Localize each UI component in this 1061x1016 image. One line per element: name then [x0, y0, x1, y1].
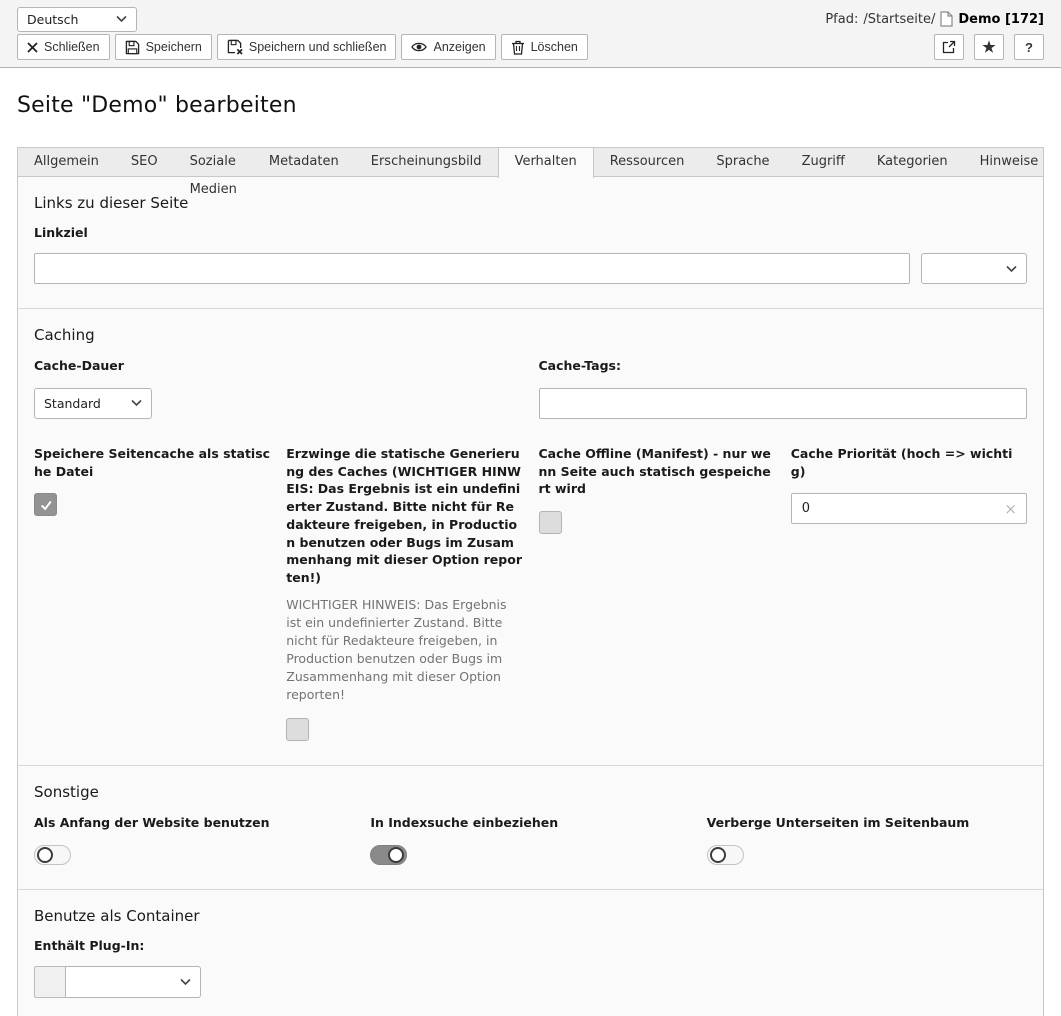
tab-bar — [17, 147, 1044, 197]
close-button-label: Schließen — [44, 40, 100, 54]
x-icon — [27, 42, 38, 53]
toggle-column — [707, 814, 1027, 866]
section-title: Sonstige — [34, 782, 99, 801]
save-and-close-button[interactable] — [217, 34, 397, 60]
section-title: Benutze als Container — [34, 907, 200, 926]
section-title: Links zu dieser Seite — [34, 194, 189, 212]
cache-dauer-label: Cache-Dauer — [34, 358, 124, 373]
eye-icon — [411, 41, 427, 53]
tab-allgemein[interactable]: Allgemein — [34, 154, 99, 169]
language-select-value: Deutsch — [27, 11, 79, 27]
view-button[interactable] — [401, 34, 495, 60]
section-sonstige — [18, 765, 1043, 890]
sonstige-toggle-grid — [34, 814, 1027, 866]
save-and-close-button-label: Speichern und schließen — [248, 40, 387, 54]
force-static-note: WICHTIGER HINWEIS: Das Ergebnis ist ein undefinierter Zustand. Bitte nicht für Redakteure freigeben, in Production benutzen oder Bugs im Zusammenhang mit dieser Option reporten! — [286, 596, 507, 703]
chevron-down-icon — [180, 979, 191, 986]
save-button[interactable] — [115, 34, 212, 60]
tab-zugriff[interactable]: Zugriff — [801, 154, 845, 169]
static-file-checkbox[interactable] — [34, 493, 57, 516]
tab-erscheinungsbild[interactable]: Erscheinungsbild — [370, 154, 482, 169]
floppy-disk-icon — [125, 40, 140, 55]
star-icon: ★ — [982, 38, 996, 56]
chevron-down-icon — [1006, 265, 1017, 272]
bookmark-button[interactable] — [974, 34, 1004, 60]
linkziel-label: Linkziel — [34, 225, 88, 240]
page-icon — [940, 11, 953, 27]
section-links-zu-dieser-seite — [18, 177, 1043, 308]
toggle-switch[interactable] — [707, 845, 744, 865]
delete-button-label: Löschen — [530, 40, 578, 54]
clear-x-icon[interactable]: × — [1004, 499, 1017, 518]
tab-sprache[interactable]: Sprache — [716, 154, 770, 169]
static-file-column — [34, 445, 270, 517]
toggle-column — [370, 814, 690, 866]
tab-hinweise[interactable]: Hinweise — [979, 154, 1039, 169]
force-static-column — [286, 445, 522, 741]
help-button[interactable] — [1014, 34, 1044, 60]
cache-tags-input[interactable] — [539, 388, 1028, 419]
top-toolbar — [0, 0, 1061, 68]
tab-kategorien[interactable]: Kategorien — [876, 154, 948, 169]
toggle-column — [34, 814, 354, 866]
toggle-switch[interactable] — [34, 845, 71, 865]
plugin-select[interactable] — [65, 966, 201, 998]
force-static-label: Erzwinge die statische Generierung des Caches (WICHTIGER HINWEIS: Das Ergebnis ist ein undefinierter Zustand. Bitte nicht für Redakteure freigeben, in Production benutzen oder Bugs im Zusammenhang mit dieser Option reporten!) — [286, 445, 522, 585]
toggle-knob — [388, 847, 404, 863]
cache-dauer-select-value: Standard — [44, 395, 101, 411]
path-label: Pfad: — [825, 11, 859, 27]
cache-priority-input[interactable] — [791, 493, 1027, 524]
toggle-knob — [37, 847, 53, 863]
tab-seo[interactable]: SEO — [130, 154, 158, 169]
language-select[interactable] — [17, 7, 137, 32]
link-target-select[interactable] — [921, 253, 1027, 284]
chevron-down-icon — [116, 16, 127, 23]
cache-tags-label: Cache-Tags: — [538, 358, 621, 373]
view-button-label: Anzeigen — [433, 40, 486, 54]
help-icon: ? — [1025, 39, 1033, 55]
static-file-label: Speichere Seitencache als statische Datei — [34, 445, 271, 479]
tab-verhalten[interactable]: Verhalten — [498, 148, 594, 178]
floppy-disk-x-icon — [227, 39, 243, 55]
toggle-switch[interactable] — [370, 845, 407, 865]
external-link-icon — [942, 40, 956, 54]
delete-button[interactable] — [501, 34, 588, 60]
record-title: Demo [172] — [958, 11, 1044, 27]
cache-dauer-column — [34, 357, 523, 419]
breadcrumb — [825, 11, 1044, 27]
section-caching — [18, 308, 1043, 765]
path-value[interactable]: /Startseite/ — [863, 11, 936, 27]
section-title: Caching — [34, 326, 95, 344]
cache-offline-label: Cache Offline (Manifest) - nur wenn Seite auch statisch gespeichert wird — [538, 445, 771, 497]
cache-offline-column — [539, 445, 775, 534]
plugin-icon-box — [34, 966, 66, 998]
save-button-label: Speichern — [145, 40, 202, 54]
linkziel-input[interactable] — [34, 253, 910, 284]
force-static-checkbox[interactable] — [286, 718, 309, 741]
cache-offline-checkbox[interactable] — [539, 511, 562, 534]
checkmark-icon — [39, 498, 53, 512]
toggle-label: Als Anfang der Website benutzen — [34, 814, 270, 830]
cache-priority-label: Cache Priorität (hoch => wichtig) — [790, 445, 1013, 479]
cache-tags-column — [539, 357, 1028, 419]
tab-metadaten[interactable]: Metadaten — [268, 154, 339, 169]
cache-priority-column — [791, 445, 1027, 525]
plugin-label: Enthält Plug-In: — [34, 938, 145, 954]
chevron-down-icon — [131, 400, 142, 407]
toggle-knob — [710, 847, 726, 863]
toggle-label: Verberge Unterseiten im Seitenbaum — [706, 814, 970, 830]
close-button[interactable] — [17, 34, 110, 60]
section-benutze-als-container — [18, 889, 1043, 1016]
cache-dauer-select[interactable] — [34, 388, 152, 419]
form-panel — [17, 176, 1044, 1016]
tab-soziale-medien[interactable]: Soziale Medien — [189, 154, 237, 197]
tab-ressourcen[interactable]: Ressourcen — [609, 154, 685, 169]
page-title: Seite "Demo" bearbeiten — [17, 93, 297, 118]
open-in-new-window-button[interactable] — [934, 34, 964, 60]
toggle-label: In Indexsuche einbeziehen — [370, 814, 559, 830]
trash-icon — [511, 40, 525, 55]
